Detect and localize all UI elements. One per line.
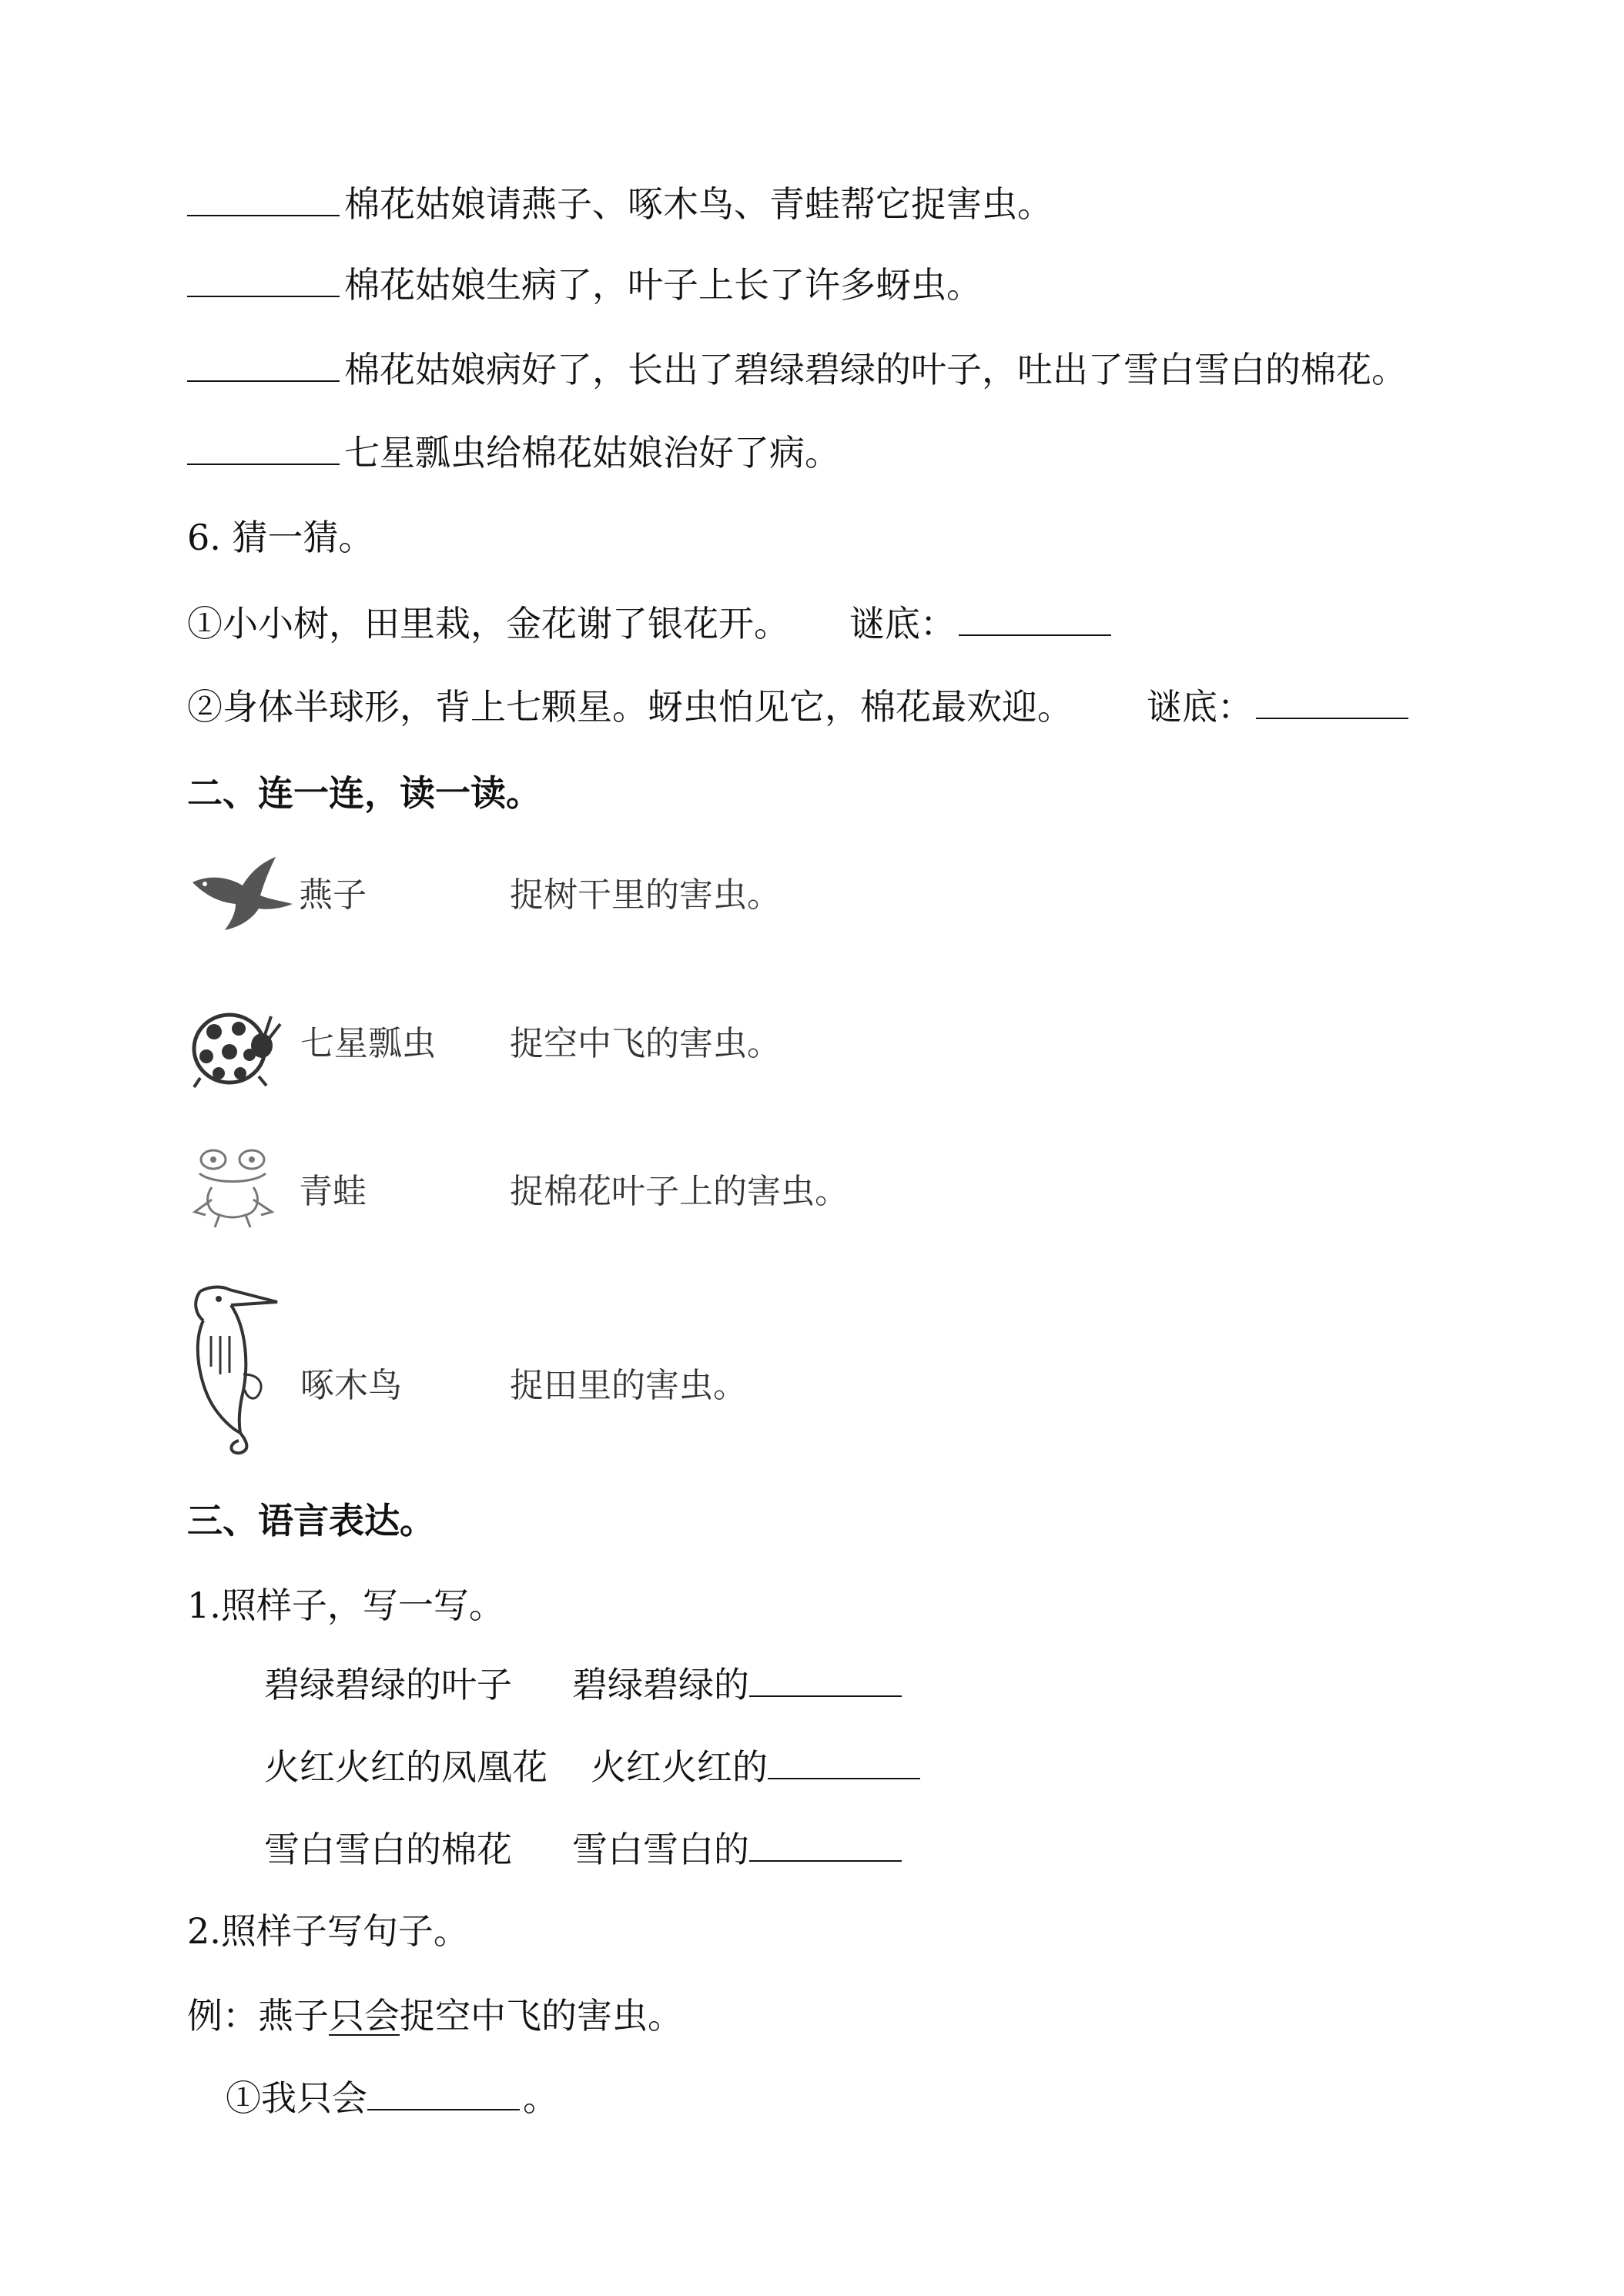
question-title: 1.照样子，写一写。 — [187, 1585, 504, 1626]
riddle-answer-label: 谜底： — [849, 603, 956, 644]
answer-blank[interactable] — [187, 262, 340, 297]
section-title: 二、连一连，读一读。 — [187, 772, 541, 814]
phrase-row — [264, 1826, 905, 1873]
match-description: 捉田里的害虫。 — [510, 1366, 747, 1405]
phrase-example: 火红火红的凤凰花 — [264, 1746, 547, 1788]
phrase-prompt: 碧绿碧绿的 — [572, 1664, 749, 1705]
sentence-suffix: 。 — [523, 2077, 558, 2119]
phrase-example: 碧绿碧绿的叶子 — [264, 1664, 512, 1705]
section-title: 三、语言表达。 — [187, 1500, 435, 1541]
phrase-example: 雪白雪白的棉花 — [264, 1829, 512, 1870]
order-item-text: 七星瓢虫给棉花姑娘治好了病。 — [344, 432, 840, 474]
sentence-prefix: ①我只会 — [226, 2077, 367, 2119]
phrase-answer-blank[interactable] — [768, 1744, 920, 1779]
order-item-text: 棉花姑娘生病了，叶子上长了许多蚜虫。 — [344, 264, 982, 306]
match-description: 捉棉花叶子上的害虫。 — [510, 1172, 849, 1211]
animal-label: 青蛙 — [299, 1172, 367, 1211]
riddle-answer-blank[interactable] — [1256, 684, 1408, 719]
animal-label: 七星瓢虫 — [300, 1024, 436, 1063]
example-prefix: 例：燕子 — [187, 1995, 329, 2037]
phrase-row — [264, 1744, 923, 1790]
frog-icon — [189, 1138, 281, 1230]
answer-blank[interactable] — [187, 181, 340, 216]
order-item — [187, 346, 1407, 393]
answer-blank[interactable] — [187, 430, 340, 465]
example-suffix: 捉空中飞的害虫。 — [400, 1995, 683, 2037]
sentence-answer-blank[interactable] — [367, 2075, 520, 2110]
question-title: 6. 猜一猜。 — [187, 517, 374, 558]
match-description: 捉树干里的害虫。 — [510, 875, 781, 915]
match-description: 捉空中飞的害虫。 — [510, 1024, 781, 1063]
question-title: 2.照样子写句子。 — [187, 1910, 469, 1952]
example-sentence — [187, 1993, 683, 2039]
riddle-answer-label: 谜底： — [1147, 686, 1253, 728]
phrase-prompt: 雪白雪白的 — [572, 1829, 749, 1870]
example-keyword: 只会 — [329, 1995, 400, 2037]
animal-label: 燕子 — [299, 875, 367, 915]
order-item-text: 棉花姑娘请燕子、啄木鸟、青蛙帮它捉害虫。 — [344, 183, 1053, 225]
riddle-1 — [187, 601, 1114, 647]
animal-label: 啄木鸟 — [300, 1366, 402, 1405]
answer-blank[interactable] — [187, 346, 340, 382]
woodpecker-icon — [185, 1282, 293, 1459]
order-item-text: 棉花姑娘病好了，长出了碧绿碧绿的叶子，吐出了雪白雪白的棉花。 — [344, 349, 1407, 390]
phrase-row — [264, 1662, 905, 1708]
order-item — [187, 430, 840, 476]
riddle-text: ①小小树，田里栽，金花谢了银花开。 — [187, 603, 789, 644]
riddle-2 — [187, 684, 1411, 730]
order-item — [187, 262, 982, 308]
ladybug-icon — [185, 993, 285, 1093]
phrase-answer-blank[interactable] — [749, 1826, 902, 1862]
phrase-answer-blank[interactable] — [749, 1662, 902, 1697]
sentence-item — [226, 2075, 558, 2121]
riddle-text: ②身体半球形，背上七颗星。蚜虫怕见它，棉花最欢迎。 — [187, 686, 1073, 728]
phrase-prompt: 火红火红的 — [591, 1746, 768, 1788]
swallow-icon — [185, 853, 300, 938]
riddle-answer-blank[interactable] — [959, 601, 1111, 636]
order-item — [187, 181, 1053, 227]
